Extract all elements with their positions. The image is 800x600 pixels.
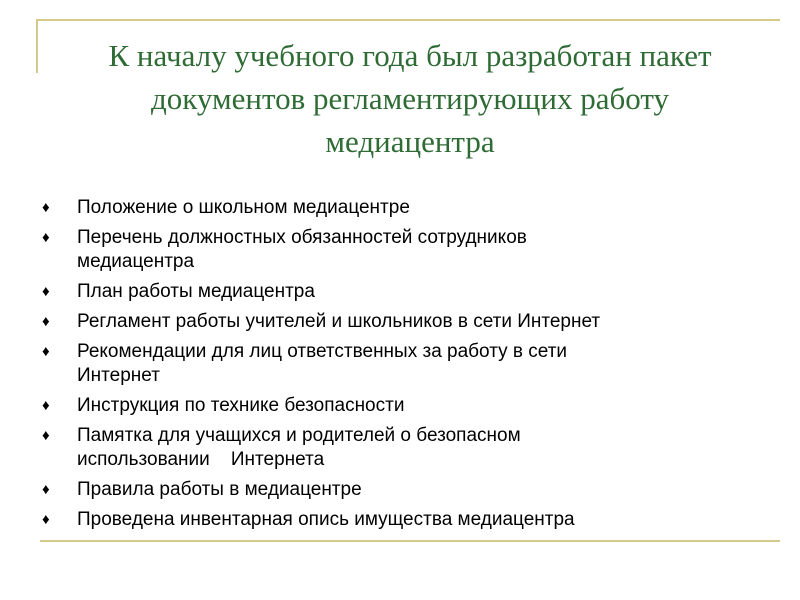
list-item-text: медиацентра — [77, 251, 195, 272]
list-item-text: Регламент работы учителей и школьников в сети Интернет — [77, 311, 601, 332]
diamond-bullet-icon: ♦ — [42, 229, 50, 246]
diamond-bullet-icon: ♦ — [42, 313, 50, 330]
left-rule — [36, 19, 38, 73]
list-item-text: Интернет — [77, 365, 160, 386]
list-item-text: План работы медиацентра — [77, 281, 315, 302]
diamond-bullet-icon: ♦ — [42, 511, 50, 528]
list-item-text: Правила работы в медиацентре — [77, 479, 362, 500]
list-item-text: Памятка для учащихся и родителей о безопасном — [77, 425, 521, 446]
list-item — [38, 340, 758, 388]
list-item — [38, 424, 758, 472]
diamond-bullet-icon: ♦ — [42, 397, 50, 414]
bullet-list — [38, 196, 758, 538]
title-line: документов регламентирующих работу — [151, 81, 669, 116]
list-item — [38, 226, 758, 274]
list-item-text: Проведена инвентарная опись имущества медиацентра — [77, 509, 575, 530]
list-item-text: Инструкция по технике безопасности — [77, 395, 405, 416]
list-item — [38, 196, 758, 220]
list-item-text: Рекомендации для лиц ответственных за работу в сети — [77, 341, 568, 362]
list-item — [38, 310, 758, 334]
title-line: медиацентра — [325, 124, 495, 159]
diamond-bullet-icon: ♦ — [42, 283, 50, 300]
top-rule — [36, 19, 780, 21]
slide-title — [60, 34, 760, 163]
title-line: К началу учебного года был разработан пакет — [108, 38, 712, 73]
list-item-text: Перечень должностных обязанностей сотрудников — [77, 227, 527, 248]
list-item — [38, 280, 758, 304]
list-item — [38, 508, 758, 532]
list-item — [38, 394, 758, 418]
diamond-bullet-icon: ♦ — [42, 427, 50, 444]
list-item — [38, 478, 758, 502]
diamond-bullet-icon: ♦ — [42, 343, 50, 360]
diamond-bullet-icon: ♦ — [42, 199, 50, 216]
bottom-rule — [40, 540, 780, 542]
list-item-text: Положение о школьном медиацентре — [77, 197, 410, 218]
diamond-bullet-icon: ♦ — [42, 481, 50, 498]
list-item-text: использовании Интернета — [77, 449, 325, 470]
